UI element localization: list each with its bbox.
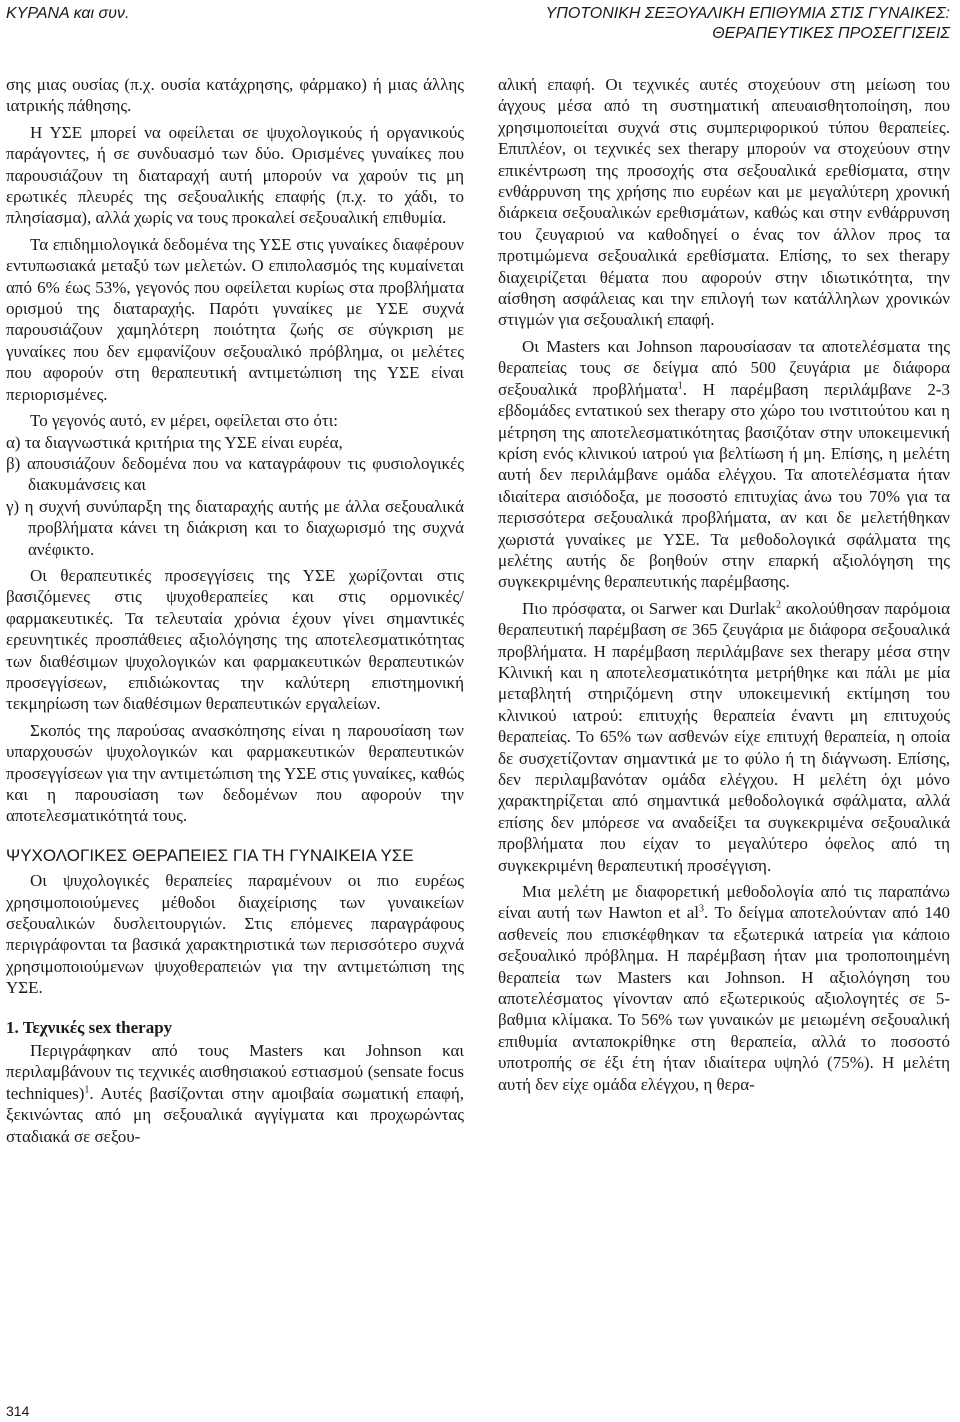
list-item-c: γ) η συχνή συνύπαρξη της διαταραχής αυτής με άλλα σεξουαλικά προβλήματα κάνει τη διάκριση και το διαχωρισμό της συχνά ανέφικτο.: [6, 496, 464, 559]
subsection-heading: 1. Τεχνικές sex therapy: [6, 1017, 173, 1037]
paragraph: Σκοπός της παρούσας ανασκόπησης είναι η παρουσίαση των υπαρχουσών ψυχολογικών και φαρμακευτικών θεραπευτικών προσεγγίσεων για την αντιμετώπιση της ΥΣΕ στις γυναίκες, καθώς και η παρουσίαση των δεδομένων που αφορούν την αποτελεσματικότητά τους.: [6, 720, 464, 826]
running-header-title: [546, 4, 950, 44]
paragraph-text: Οι Masters και Johnson παρουσίασαν τα αποτελέσματα της θεραπείας τους σε δείγμα από 500 ζευγάρια με διάφορα σεξουαλικά προβλήματα: [498, 336, 950, 399]
running-header-title-line2: ΘΕΡΑΠΕΥΤΙΚΕΣ ΠΡΟΣΕΓΓΙΣΕΙΣ: [712, 25, 950, 42]
paragraph: Το γεγονός αυτό, εν μέρει, οφείλεται στο ότι:: [30, 411, 339, 431]
paragraph-text: Περιγράφηκαν από τους Masters και Johnson και περιλαμβάνουν τις τεχνικές αισθησιακού εστιασμού (sensate focus techniques): [6, 1041, 464, 1103]
paragraph: Οι θεραπευτικές προσεγγίσεις της ΥΣΕ χωρίζονται στις βασιζόμενες στις ψυχοθεραπείες και στις ορμονικές/φαρμακευτικές. Τα τελευταία χρόνια έχουν γίνει σημαντικές ερευνητικές προσπάθειες αξιολόγησης της αποτελεσματικότητας των διαθέσιμων ψυχολογικών και φαρμακευτικών θεραπευτικών προσεγγίσεων, επιδιώκοντας την καλύτερη επιστημονική τεκμηρίωση των διαθέσιμων θεραπευτικών εργαλείων.: [6, 565, 464, 714]
paragraph: αλική επαφή. Οι τεχνικές αυτές στοχεύουν στη μείωση του άγχους μέσα από τη συστηματική απευαισθητοποίηση, που χρησιμοποιείται συχνά στις συμπεριφορικού τύπου θεραπείες. Επιπλέον, οι τεχνικές sex therapy μπορούν να στοχεύουν στην επικέντρωση της προσοχής στα σεξουαλικά ερεθίσματα, στην ενθάρρυνση της χρήσης πιο ευρέων και με μεγαλύτερη χρονική διάρκεια σεξουαλικών ερεθισμάτων, καθώς και στην ενθάρρυνση του ζευγαριού να καθοδηγεί ο ένας τον άλλον προς τα προτιμώμενα σεξουαλικά ερεθίσματα. Επίσης, το sex therapy διαχειρίζεται θέματα που αφορούν στην ιδιωτικότητα, την αίσθηση ασφάλειας και την επιλογή των κατάλληλων χρονικών στιγμών για σεξουαλική επαφή.: [498, 75, 950, 330]
list-item-b: β) απουσιάζουν δεδομένα που να καταγράφουν τις φυσιολογικές διακυμάνσεις και: [6, 453, 464, 495]
paragraph-text: Πιο πρόσφατα, οι Sarwer και Durlak: [522, 598, 776, 618]
paragraph: [498, 598, 950, 876]
paragraph: Η ΥΣΕ μπορεί να οφείλεται σε ψυχολογικούς ή οργανικούς παράγοντες, ή σε συνδυασμό των δύο. Ορισμένες γυναίκες που παρουσιάζουν τη διαταραχή αυτή μπορούν να χαρούν τις μη ερωτικές πλευρές της σεξουαλικής επαφής (π.χ. το χάδι, το πλησίασμα), αλλά χωρίς να τους προκαλεί σεξουαλική επιθυμία.: [6, 122, 464, 228]
paragraph-text: . Το δείγμα αποτελούνταν από 140 ασθενείς που επισκέφθηκαν τα εξωτερικά ιατρεία για κάποιο σεξουαλικό πρόβλημα. Η παρέμβαση ήταν μια τροποποιημένη θεραπεία των Masters και Johnson. Η αξιολόγηση του αποτελέσματος γίνονταν από εξωτερικούς αξιολογητές σε 5-βαθμια κλίμακα. Το 56% των γυναικών με μειωμένη σεξουαλική επιθυμία ανταποκρίθηκε στη θεραπεία, αλλά το ποσοστό υποτροπής σε έξι έτη ήταν ιδιαίτερα υψηλό (75%). Η μελέτη αυτή δεν είχε ομάδα ελέγχου, η θερα-: [498, 903, 950, 1094]
citation-ref: 2: [775, 599, 781, 611]
paragraph-text: . Αυτές βασίζονται στην αμοιβαία σωματική επαφή, ξεκινώντας από μη σεξουαλικά αγγίγματα και προχωρώντας σταδιακά σε σεξου-: [6, 1083, 464, 1146]
paragraph: [6, 1040, 464, 1147]
paragraph-text: Μια μελέτη με διαφορετική μεθοδολογία από τις παραπάνω είναι αυτή των Hawton et al: [498, 882, 950, 923]
paragraph: σης μιας ουσίας (π.χ. ουσία κατάχρησης, φάρμακο) ή μιας άλλης ιατρικής πάθησης.: [6, 75, 464, 116]
right-column: [498, 74, 950, 1394]
paragraph-text: ακολούθησαν παρόμοια θεραπευτική παρέμβαση σε 365 ζευγάρια με διάφορα σεξουαλικά προβλήματα. Η παρέμβαση περιλάμβανε sex therapy μέσα στην Κλινική και η αποτελεσματικότητα μετρήθηκε και πάλι με μία μεταβλητή στηριζόμενη στην υποκειμενική εκτίμηση του κλινικού ιατρού: επιτυχής θεραπεία έναντι μη επιτυχούς θεραπείας. Το 65% των ασθενών είχε επιτυχή θεραπεία, η οποία δε συσχετίζονταν σημαντικά με το φύλο ή τη διάγνωση. Επίσης, δεν περιλαμβανόταν ομάδα ελέγχου. Η μελέτη όχι μόνο χαρακτηρίζεται από σημαντικά μεθοδολογικά σφάλματα, αλλά επίσης δεν μπόρεσε να αναδείξει τα συγκεκριμένα σεξουαλικά προβλήματα που είχαν το μεγαλύτερο όφελος από τη συγκεκριμένη θεραπευτική προσέγγιση.: [498, 598, 950, 875]
paragraph: Οι ψυχολογικές θεραπείες παραμένουν οι πιο ευρέως χρησιμοποιούμενες μέθοδοι διαχείρισης των γυναικείων σεξουαλικών δυσλειτουργιών. Στις επόμενες παραγράφους περιγράφονται τα βασικά χαρακτηριστικά των περισσότερο συχνά χρησιμοποιούμενων ψυχοθεραπειών για την αντιμετώπιση της ΥΣΕ.: [6, 871, 464, 998]
left-column: [6, 74, 464, 1394]
list-item-a: α) τα διαγνωστικά κριτήρια της ΥΣΕ είναι ευρέα,: [6, 432, 343, 452]
citation-ref: 1: [84, 1084, 90, 1096]
paragraph: Τα επιδημιολογικά δεδομένα της ΥΣΕ στις γυναίκες διαφέρουν εντυπωσιακά μεταξύ των μελετών. Ο επιπολασμός της κυμαίνεται από 6% έως 53%, γεγονός που οφείλεται κυρίως στα προβλήματα ορισμού της διαταραχής. Παρότι γυναίκες με ΥΣΕ συχνά παρουσιάζουν χαμηλότερη ποιότητα ζωής σε σύγκριση με γυναίκες που δεν εμφανίζουν σεξουαλικό πρόβλημα, οι μελέτες που αφορούν στη θεραπευτική αντιμετώπιση της ΥΣΕ είναι περιορισμένες.: [6, 234, 464, 404]
page-number: 314: [6, 1403, 30, 1419]
paragraph: [498, 881, 950, 1095]
section-heading: ΨΥΧΟΛΟΓΙΚΕΣ ΘΕΡΑΠΕΙΕΣ ΓΙΑ ΤΗ ΓΥΝΑΙΚΕΙΑ ΥΣΕ: [6, 845, 414, 865]
paragraph: [498, 336, 950, 593]
paragraph-text: . Η παρέμβαση περιλάμβανε 2-3 εβδομάδες εντατικού sex therapy στο χώρο του ινστιτούτου και η μέτρηση της αποτελεσματικότητας βασιζόταν στην υποκειμενική κρίση ενός κλινικού ιατρού για βελτίωση ή μη. Επίσης, η μελέτη αυτή δεν περιλάμβανε ομάδα ελέγχου. Τα αποτελέσματα ήταν ιδιαίτερα αισιόδοξα, με ποσοστό επιτυχίας άνω του 70% για τα περισσότερα σεξουαλικά προβλήματα, αν και δε μελετήθηκαν χωριστά γυναίκες με ΥΣΕ. Τα μεθοδολογικά σφάλματα της μελέτης αυτής δε βοηθούν στην επαρκή αξιολόγηση της συγκεκριμένης θεραπευτικής παρέμβασης.: [498, 379, 950, 592]
running-header-authors: ΚΥΡΑΝΑ και συν.: [6, 5, 130, 22]
running-header-title-line1: ΥΠΟΤΟΝΙΚΗ ΣΕΞΟΥΑΛΙΚΗ ΕΠΙΘΥΜΙΑ ΣΤΙΣ ΓΥΝΑΙΚΕΣ:: [545, 5, 950, 22]
citation-ref: 3: [699, 903, 705, 915]
citation-ref: 1: [677, 380, 683, 392]
